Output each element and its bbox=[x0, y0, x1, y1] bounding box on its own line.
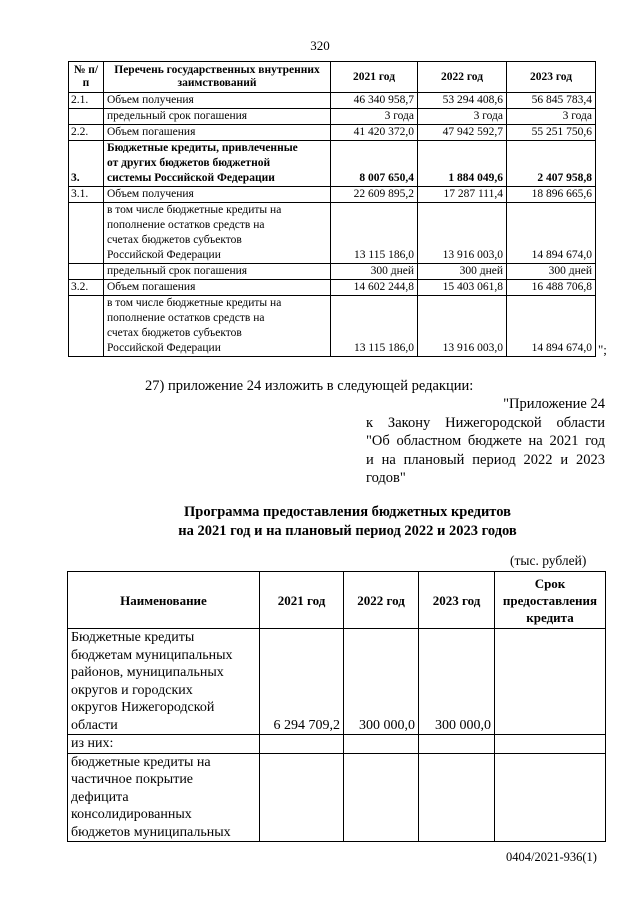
credits-program-table bbox=[67, 571, 606, 842]
row-value-2023: 3 года bbox=[507, 109, 596, 125]
row-name-line: Бюджетные кредиты, привлеченные bbox=[107, 142, 298, 154]
title-line: на 2021 год и на плановый период 2022 и 2023 годов bbox=[178, 522, 517, 539]
table-row bbox=[69, 109, 596, 125]
row-name bbox=[104, 187, 331, 203]
row-name-line: счетах бюджетов субъектов bbox=[107, 327, 242, 339]
row-value-2022: 13 916 003,0 bbox=[418, 203, 507, 264]
row-value-2021 bbox=[260, 753, 344, 842]
row-name-line: Объем получения bbox=[107, 188, 194, 200]
row-value-2021: 46 340 958,7 bbox=[331, 93, 418, 109]
row-value-2022: 1 884 049,6 bbox=[418, 141, 507, 187]
row-name bbox=[104, 280, 331, 296]
row-name bbox=[104, 109, 331, 125]
row-code bbox=[69, 264, 104, 280]
row-value-2021: 6 294 709,2 bbox=[260, 629, 344, 735]
row-value-2022: 3 года bbox=[418, 109, 507, 125]
row-name-line: Объем погашения bbox=[107, 126, 196, 138]
row-code: 2.1. bbox=[69, 93, 104, 109]
row-value-2023: 55 251 750,6 bbox=[507, 125, 596, 141]
col-header-2023: 2023 год bbox=[507, 62, 596, 93]
row-value-2022: 15 403 061,8 bbox=[418, 280, 507, 296]
row-name-line: дефицита bbox=[71, 789, 129, 805]
row-name-line: консолидированных bbox=[71, 807, 192, 822]
row-value-2022: 13 916 003,0 bbox=[418, 296, 507, 357]
row-value-2022: 300 000,0 bbox=[344, 629, 419, 735]
row-name bbox=[68, 753, 260, 842]
table-header-row bbox=[69, 62, 596, 93]
row-value-2021: 13 115 186,0 bbox=[331, 296, 418, 357]
row-code: 3. bbox=[69, 141, 104, 187]
row-value-2021: 22 609 895,2 bbox=[331, 187, 418, 203]
col-header-2021: 2021 год bbox=[260, 572, 344, 629]
row-code: 3.2. bbox=[69, 280, 104, 296]
row-value-2022: 53 294 408,6 bbox=[418, 93, 507, 109]
table-row bbox=[69, 264, 596, 280]
row-code: 2.2. bbox=[69, 125, 104, 141]
row-value-2022 bbox=[344, 753, 419, 842]
row-name-line: из них: bbox=[71, 736, 114, 751]
row-name bbox=[104, 125, 331, 141]
closing-quote: "; bbox=[598, 342, 607, 357]
item-27-paragraph: 27) приложение 24 изложить в следующей редакции: bbox=[145, 378, 474, 394]
row-name-line: предельный срок погашения bbox=[107, 110, 248, 122]
row-name bbox=[104, 141, 331, 187]
row-value-2021: 14 602 244,8 bbox=[331, 280, 418, 296]
row-value-2021: 41 420 372,0 bbox=[331, 125, 418, 141]
table-row bbox=[69, 93, 596, 109]
row-name-line: бюджетные кредиты на bbox=[71, 754, 211, 770]
col-header-number: № п/п bbox=[69, 62, 104, 93]
col-header-2021: 2021 год bbox=[331, 62, 418, 93]
appendix-line: годов" bbox=[366, 470, 406, 486]
row-value-2023: 18 896 665,6 bbox=[507, 187, 596, 203]
row-name-line: в том числе бюджетные кредиты на bbox=[107, 204, 282, 216]
row-term bbox=[495, 753, 606, 842]
page-number: 320 bbox=[310, 38, 330, 53]
row-name-line: бюджетам муниципальных bbox=[71, 647, 233, 663]
row-name bbox=[104, 296, 331, 357]
row-name-line: округов Нижегородской bbox=[71, 700, 215, 715]
row-term bbox=[495, 629, 606, 735]
row-value-2021: 3 года bbox=[331, 109, 418, 125]
row-value-2023: 300 000,0 bbox=[419, 629, 495, 735]
table-row bbox=[68, 735, 606, 754]
row-name-line: округов и городских bbox=[71, 682, 193, 698]
row-name-line: предельный срок погашения bbox=[107, 265, 248, 277]
row-value-2023: 56 845 783,4 bbox=[507, 93, 596, 109]
row-value-2021: 8 007 650,4 bbox=[331, 141, 418, 187]
row-name bbox=[104, 203, 331, 264]
row-name-line: от других бюджетов бюджетной bbox=[107, 157, 271, 169]
appendix-line: "Приложение 24 bbox=[503, 396, 605, 412]
row-name-line: Объем погашения bbox=[107, 281, 196, 293]
row-value-2022: 17 287 111,4 bbox=[418, 187, 507, 203]
row-name-line: пополнение остатков средств на bbox=[107, 219, 265, 231]
table-row bbox=[69, 280, 596, 296]
row-value-2021: 13 115 186,0 bbox=[331, 203, 418, 264]
scan-noise bbox=[8, 888, 633, 898]
row-value-2022: 47 942 592,7 bbox=[418, 125, 507, 141]
table-row bbox=[69, 296, 596, 357]
row-name-line: Объем получения bbox=[107, 94, 194, 106]
row-name bbox=[104, 264, 331, 280]
borrowings-table bbox=[68, 61, 596, 357]
row-name bbox=[68, 629, 260, 735]
program-title bbox=[60, 503, 635, 540]
appendix-line: "Об областном бюджете на 2021 год bbox=[366, 433, 605, 449]
col-header-2023: 2023 год bbox=[419, 572, 495, 629]
col-header-list: Перечень государственных внутренних заимствований bbox=[104, 62, 331, 93]
row-name-line: области bbox=[71, 717, 118, 733]
units-label: (тыс. рублей) bbox=[510, 553, 587, 568]
appendix-line: к Закону Нижегородской области bbox=[366, 414, 605, 431]
table-row bbox=[68, 629, 606, 735]
col-header-term: Срок предоставления кредита bbox=[495, 572, 606, 629]
document-code: 0404/2021-936(1) bbox=[506, 850, 597, 864]
row-value-2023: 300 дней bbox=[507, 264, 596, 280]
row-value-2022: 300 дней bbox=[418, 264, 507, 280]
col-header-name: Наименование bbox=[68, 572, 260, 629]
title-line: Программа предоставления бюджетных кредитов bbox=[184, 504, 511, 520]
row-value-2023: 16 488 706,8 bbox=[507, 280, 596, 296]
row-value-2023: 14 894 674,0 bbox=[507, 203, 596, 264]
row-term bbox=[495, 735, 606, 754]
row-name-line: районов, муниципальных bbox=[71, 665, 224, 680]
row-name-line: пополнение остатков средств на bbox=[107, 312, 265, 324]
table-row bbox=[68, 753, 606, 842]
row-code bbox=[69, 296, 104, 357]
row-name-line: частичное покрытие bbox=[71, 772, 194, 787]
row-code bbox=[69, 109, 104, 125]
row-value-2021 bbox=[260, 735, 344, 754]
row-name-line: системы Российской Федерации bbox=[107, 172, 275, 184]
row-name-line: Бюджетные кредиты bbox=[71, 630, 195, 645]
row-name-line: счетах бюджетов субъектов bbox=[107, 234, 242, 246]
row-name-line: бюджетов муниципальных bbox=[71, 824, 231, 840]
col-header-2022: 2022 год bbox=[344, 572, 419, 629]
row-name-line: Российской Федерации bbox=[107, 249, 221, 261]
table-row bbox=[69, 203, 596, 264]
row-value-2023 bbox=[419, 753, 495, 842]
row-value-2022 bbox=[344, 735, 419, 754]
row-value-2023 bbox=[419, 735, 495, 754]
table-header-row bbox=[68, 572, 606, 629]
row-name-line: Российской Федерации bbox=[107, 342, 221, 354]
row-value-2023: 2 407 958,8 bbox=[507, 141, 596, 187]
appendix-line: и на плановый период 2022 и 2023 bbox=[366, 451, 605, 468]
table-row bbox=[69, 187, 596, 203]
appendix-reference bbox=[366, 395, 605, 488]
row-value-2021: 300 дней bbox=[331, 264, 418, 280]
table-row bbox=[69, 125, 596, 141]
table-row bbox=[69, 141, 596, 187]
row-code bbox=[69, 203, 104, 264]
col-header-2022: 2022 год bbox=[418, 62, 507, 93]
row-name bbox=[104, 93, 331, 109]
row-name bbox=[68, 735, 260, 754]
row-code: 3.1. bbox=[69, 187, 104, 203]
row-name-line: в том числе бюджетные кредиты на bbox=[107, 297, 282, 309]
row-value-2023: 14 894 674,0 bbox=[507, 296, 596, 357]
